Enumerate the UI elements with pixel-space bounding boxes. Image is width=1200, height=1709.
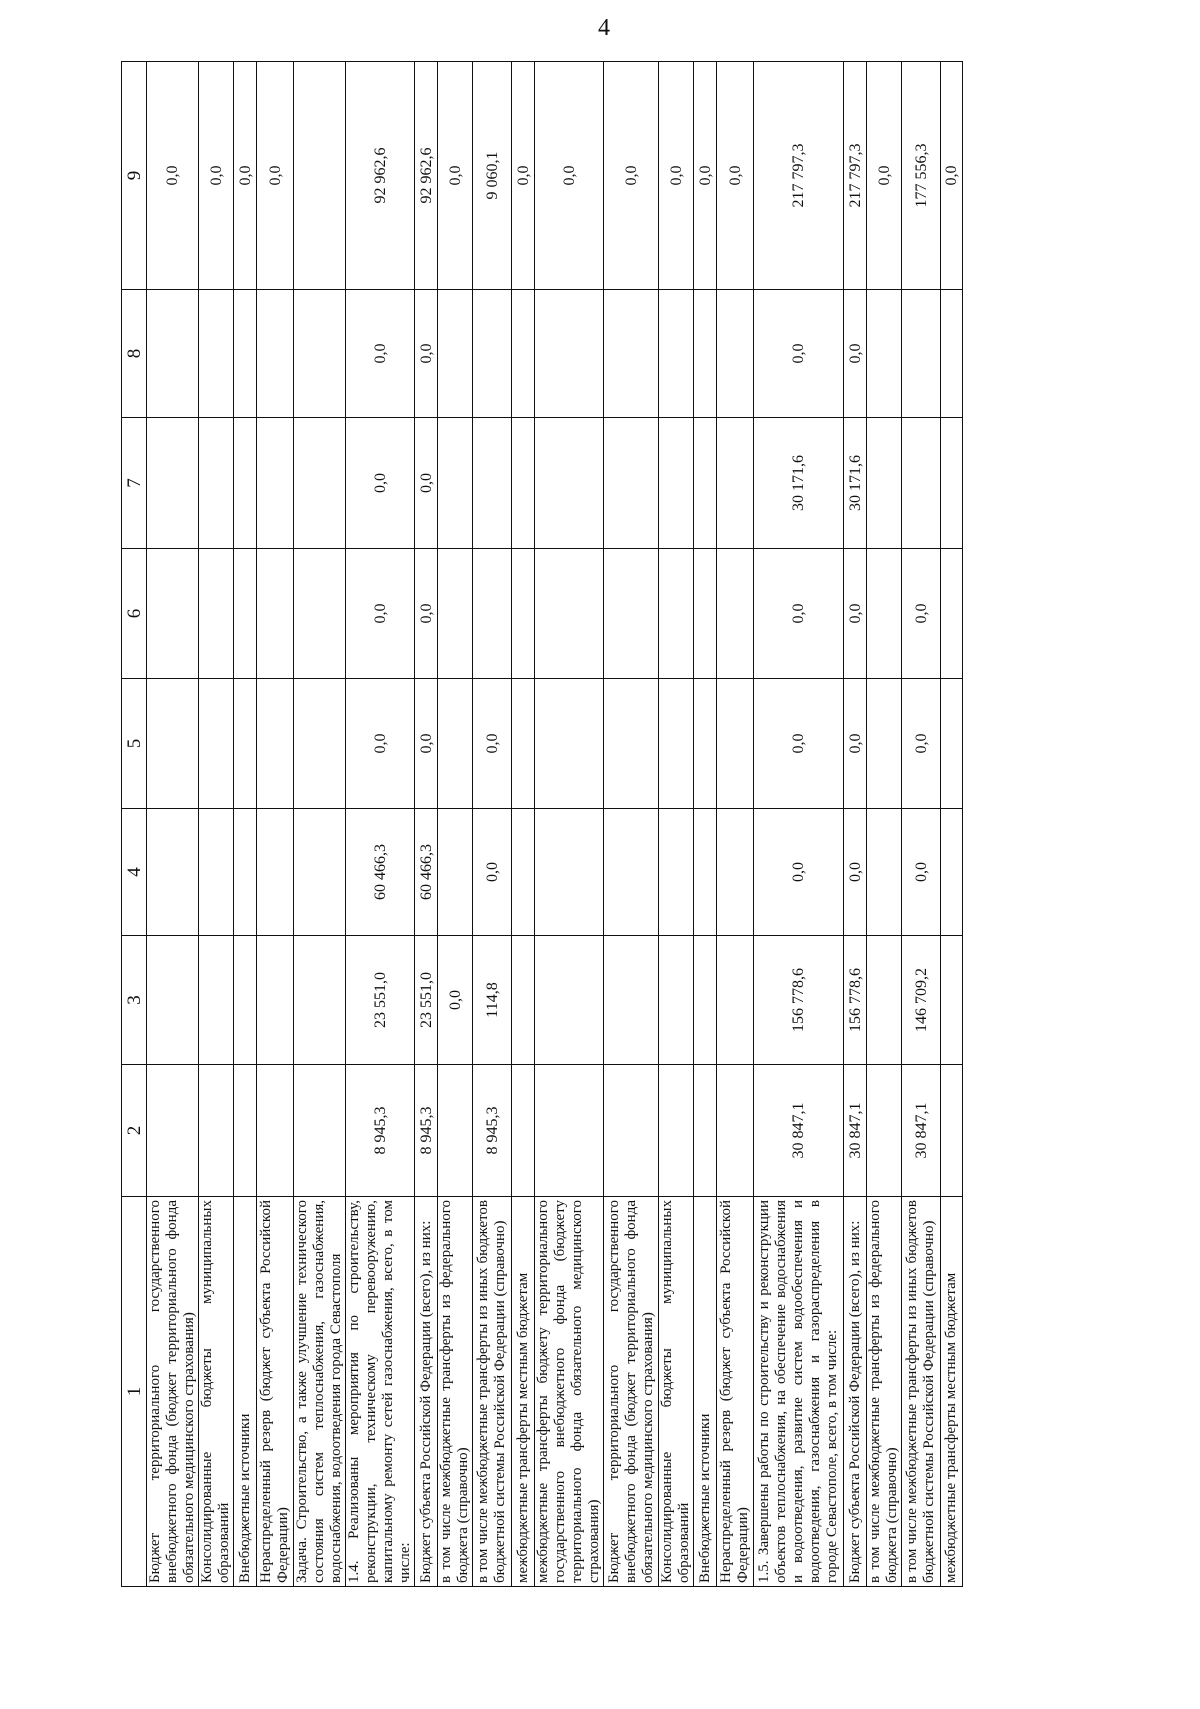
value-cell [694,809,717,936]
value-cell [535,549,604,679]
value-cell [234,936,257,1065]
value-cell [941,936,963,1065]
table-row [512,62,535,1587]
table-row [199,62,234,1587]
value-cell [234,549,257,679]
value-cell [234,679,257,809]
row-description-cell: межбюджетные трансферты бюджету территориального государственного внебюджетного фонда (бюджету территориального фонда обязательного медицинского страхования) [535,1197,604,1587]
value-cell: 217 797,3 [754,62,844,290]
value-cell [512,418,535,549]
value-cell [659,679,694,809]
row-description-cell: Нераспределенный резерв (бюджет субъекта Российской Федерации) [257,1197,294,1587]
value-cell [294,809,346,936]
column-header: 4 [122,809,147,936]
value-cell [604,809,659,936]
row-description-cell: в том числе межбюджетные трансферты из иных бюджетов бюджетной системы Российской Федерации (справочно) [473,1197,512,1587]
row-description-cell: Бюджет субъекта Российской Федерации (всего), из них: [415,1197,438,1587]
value-cell [147,809,199,936]
value-cell [867,809,902,936]
value-cell: 0,0 [867,62,902,290]
value-cell [199,1065,234,1197]
value-cell: 0,0 [754,290,844,418]
value-cell [694,549,717,679]
table-row [717,62,754,1587]
value-cell [717,1065,754,1197]
value-cell: 0,0 [415,418,438,549]
value-cell [941,290,963,418]
value-cell [941,679,963,809]
value-cell [257,1065,294,1197]
value-cell: 0,0 [902,549,941,679]
value-cell: 0,0 [415,679,438,809]
value-cell: 156 778,6 [844,936,867,1065]
value-cell: 217 797,3 [844,62,867,290]
value-cell [147,1065,199,1197]
value-cell [438,679,473,809]
value-cell: 0,0 [257,62,294,290]
value-cell: 0,0 [694,62,717,290]
value-cell: 0,0 [199,62,234,290]
table-row [438,62,473,1587]
value-cell [867,549,902,679]
value-cell: 0,0 [659,62,694,290]
table-row [694,62,717,1587]
value-cell [694,1065,717,1197]
value-cell [234,1065,257,1197]
value-cell [659,418,694,549]
table-row [415,62,438,1587]
value-cell: 0,0 [535,62,604,290]
value-cell: 0,0 [234,62,257,290]
value-cell [294,936,346,1065]
value-cell [294,679,346,809]
value-cell [694,290,717,418]
value-cell: 30 847,1 [754,1065,844,1197]
column-header: 6 [122,549,147,679]
value-cell: 177 556,3 [902,62,941,290]
value-cell [257,290,294,418]
value-cell [199,290,234,418]
value-cell: 30 847,1 [902,1065,941,1197]
value-cell [535,1065,604,1197]
row-description-cell: в том числе межбюджетные трансферты из федерального бюджета (справочно) [867,1197,902,1587]
column-header: 7 [122,418,147,549]
value-cell: 30 171,6 [754,418,844,549]
value-cell [199,936,234,1065]
table-row [844,62,867,1587]
value-cell [941,418,963,549]
value-cell [438,549,473,679]
value-cell [941,549,963,679]
value-cell: 0,0 [473,809,512,936]
value-cell [512,1065,535,1197]
value-cell [199,549,234,679]
column-header: 8 [122,290,147,418]
value-cell [717,549,754,679]
value-cell [438,1065,473,1197]
value-cell: 9 060,1 [473,62,512,290]
value-cell: 30 847,1 [844,1065,867,1197]
value-cell: 0,0 [902,809,941,936]
value-cell [604,549,659,679]
row-description-cell: Бюджет территориального государственного внебюджетного фонда (бюджет территориального фонда обязательного медицинского страхования) [147,1197,199,1587]
value-cell: 92 962,6 [346,62,415,290]
value-cell: 8 945,3 [346,1065,415,1197]
value-cell: 0,0 [346,290,415,418]
value-cell [659,936,694,1065]
row-description-cell: в том числе межбюджетные трансферты из федерального бюджета (справочно) [438,1197,473,1587]
table-wrapper [121,62,961,1587]
column-header: 5 [122,679,147,809]
value-cell: 92 962,6 [415,62,438,290]
value-cell [257,809,294,936]
value-cell: 0,0 [346,549,415,679]
row-description-cell: Внебюджетные источники [234,1197,257,1587]
value-cell [512,679,535,809]
value-cell: 0,0 [512,62,535,290]
value-cell: 0,0 [717,62,754,290]
value-cell: 0,0 [415,290,438,418]
value-cell [604,679,659,809]
value-cell: 30 171,6 [844,418,867,549]
value-cell [941,809,963,936]
value-cell: 146 709,2 [902,936,941,1065]
column-header: 3 [122,936,147,1065]
value-cell [535,936,604,1065]
value-cell [234,809,257,936]
value-cell [867,1065,902,1197]
value-cell [199,418,234,549]
value-cell [717,290,754,418]
value-cell: 0,0 [902,679,941,809]
row-description-cell: Консолидированные бюджеты муниципальных образований [199,1197,234,1587]
value-cell: 60 466,3 [415,809,438,936]
value-cell [512,290,535,418]
value-cell [535,809,604,936]
column-header: 1 [122,1197,147,1587]
value-cell [535,418,604,549]
value-cell: 0,0 [473,679,512,809]
value-cell [147,418,199,549]
value-cell: 0,0 [438,936,473,1065]
value-cell: 0,0 [754,679,844,809]
value-cell [659,809,694,936]
value-cell [535,290,604,418]
row-description-cell: межбюджетные трансферты местным бюджетам [941,1197,963,1587]
value-cell [694,418,717,549]
value-cell: 23 551,0 [346,936,415,1065]
table-row [473,62,512,1587]
value-cell: 0,0 [941,62,963,290]
value-cell: 0,0 [415,549,438,679]
value-cell: 0,0 [346,679,415,809]
value-cell [604,418,659,549]
value-cell [717,809,754,936]
value-cell [902,290,941,418]
table-row [147,62,199,1587]
value-cell [717,679,754,809]
value-cell [294,1065,346,1197]
value-cell [717,936,754,1065]
column-header: 9 [122,62,147,290]
value-cell: 0,0 [147,62,199,290]
row-description-cell: Внебюджетные источники [694,1197,717,1587]
table-row [867,62,902,1587]
table-row [257,62,294,1587]
value-cell [438,418,473,549]
value-cell [257,936,294,1065]
value-cell: 0,0 [346,418,415,549]
value-cell: 0,0 [604,62,659,290]
value-cell [473,418,512,549]
value-cell [147,679,199,809]
table-row [234,62,257,1587]
value-cell [659,549,694,679]
value-cell [659,1065,694,1197]
value-cell [512,549,535,679]
value-cell [604,936,659,1065]
row-description-cell: Бюджет субъекта Российской Федерации (всего), из них: [844,1197,867,1587]
value-cell [867,679,902,809]
row-description-cell: межбюджетные трансферты местным бюджетам [512,1197,535,1587]
value-cell: 60 466,3 [346,809,415,936]
value-cell [535,679,604,809]
value-cell [604,290,659,418]
column-number-row [122,62,147,1587]
value-cell [257,418,294,549]
value-cell: 8 945,3 [415,1065,438,1197]
table-row [659,62,694,1587]
row-description-cell: 1.5. Завершены работы по строительству и реконструкции объектов теплоснабжения, на обеспечение водоснабжения и водоотведения, развитие систем водообеспечения и водоотведения, газоснабжения и газораспределения в городе Севастополе, всего, в том числе: [754,1197,844,1587]
row-description-cell: Консолидированные бюджеты муниципальных образований [659,1197,694,1587]
value-cell: 0,0 [844,290,867,418]
value-cell [147,936,199,1065]
row-description-cell: Задача. Строительство, а также улучшение технического состояния систем теплоснабжения, газоснабжения, водоснабжения, водоотведения города Севастополя [294,1197,346,1587]
value-cell [694,679,717,809]
value-cell [604,1065,659,1197]
value-cell [717,418,754,549]
value-cell: 0,0 [438,62,473,290]
table-row [754,62,844,1587]
value-cell [257,679,294,809]
value-cell: 23 551,0 [415,936,438,1065]
value-cell [234,290,257,418]
rotated-page-frame [121,62,961,1587]
table-row [535,62,604,1587]
page-number: 4 [598,15,610,41]
value-cell: 114,8 [473,936,512,1065]
value-cell [867,936,902,1065]
value-cell [257,549,294,679]
value-cell [867,418,902,549]
table-row [346,62,415,1587]
value-cell [867,290,902,418]
value-cell: 0,0 [754,549,844,679]
value-cell [147,290,199,418]
value-cell [147,549,199,679]
value-cell: 0,0 [754,809,844,936]
value-cell [438,290,473,418]
value-cell: 156 778,6 [754,936,844,1065]
table-row [294,62,346,1587]
row-description-cell: в том числе межбюджетные трансферты из иных бюджетов бюджетной системы Российской Федерации (справочно) [902,1197,941,1587]
value-cell [199,679,234,809]
value-cell [512,936,535,1065]
value-cell: 0,0 [844,549,867,679]
row-description-cell: Нераспределенный резерв (бюджет субъекта Российской Федерации) [717,1197,754,1587]
value-cell [294,418,346,549]
column-header: 2 [122,1065,147,1197]
table-row [902,62,941,1587]
row-description-cell: 1.4. Реализованы мероприятия по строительству, реконструкции, техническому перевооружению, капитальному ремонту сетей газоснабжения, всего, в том числе: [346,1197,415,1587]
row-description-cell: Бюджет территориального государственного внебюджетного фонда (бюджет территориального фонда обязательного медицинского страхования) [604,1197,659,1587]
value-cell [234,418,257,549]
value-cell [512,809,535,936]
value-cell [199,809,234,936]
table-row [604,62,659,1587]
value-cell: 0,0 [844,679,867,809]
value-cell [294,62,346,290]
value-cell [294,290,346,418]
value-cell: 8 945,3 [473,1065,512,1197]
value-cell [659,290,694,418]
value-cell [902,418,941,549]
value-cell [438,809,473,936]
value-cell [473,290,512,418]
value-cell [294,549,346,679]
value-cell [694,936,717,1065]
value-cell [473,549,512,679]
value-cell [941,1065,963,1197]
budget-table [121,61,963,1587]
value-cell: 0,0 [844,809,867,936]
table-row [941,62,963,1587]
